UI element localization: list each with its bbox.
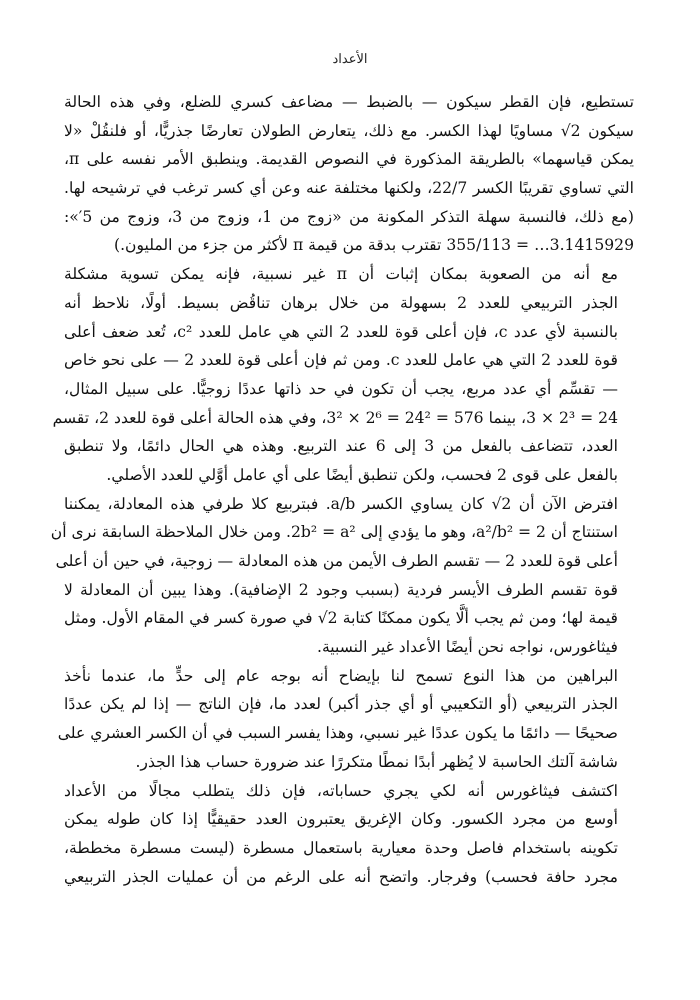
- text-line: 3.1415929… = 355/113 تقترب بدقة من قيمة π لأكثر من جزء من المليون.): [114, 236, 634, 255]
- running-header: الأعداد: [332, 52, 368, 67]
- body-text: [50, 88, 634, 891]
- text-line: 24 = 2³ × 3، بينما 576 = 24² = 2⁶ × 3²، وفي هذه الحالة أعلى قوة للعدد 2، تقسم: [52, 408, 618, 427]
- text-line: تستطيع، فإن القطر سيكون — بالضبط — مضاعف كسري للضلع، وفي هذه الحالة: [64, 93, 634, 111]
- text-line: قيمة لها؛ ومن ثم يجب ألَّا يكون ممكنًا كتابة 2√ في صورة كسر في المقام الأول. ومثل: [64, 609, 618, 628]
- text-line: (مع ذلك، فالنسبة سهلة التذكر المكونة من «زوج من 1، وزوج من 3، وزوج من 5′»:: [64, 207, 634, 226]
- text-line: فيثاغورس، نواجه نحن أيضًا الأعداد غير النسبية.: [316, 638, 618, 657]
- paragraph-3: [50, 490, 634, 662]
- text-line: تكوينه باستخدام فاصل وحدة معيارية باستعمال مسطرة (ليست مسطرة مخططة،: [64, 838, 618, 857]
- paragraph-4: [57, 662, 634, 777]
- text-line: العدد، تتضاعف بالفعل من 3 إلى 6 عند التربيع. وهذه هي الحال دائمًا، ولا تنطبق: [64, 437, 618, 456]
- text-line: سيكون 2√ مساويًا لهذا الكسر. مع ذلك، يتعارض الطولان تعارضًا جذريًّا، أو فلنقُلْ «لا: [64, 121, 634, 140]
- text-line: استنتاج أن a²/b² = 2، وهو ما يؤدي إلى 2b² = a². ومن خلال الملاحظة السابقة نرى أن: [50, 523, 618, 542]
- text-line: أوسع من مجرد الكسور. وكان الإغريق يعتبرون العدد حقيقيًّا إذا كان طوله يمكن: [64, 810, 618, 829]
- text-line: بالفعل على قوى 2 فحسب، ولكن تنطبق أيضًا على أي عامل أوَّلي للعدد الأصلي.: [106, 465, 618, 484]
- paragraph-2: [52, 260, 634, 490]
- text-line: اكتشف فيثاغورس أنه لكي يجري حساباته، فإن ذلك يتطلب مجالًا من الأعداد: [64, 781, 618, 800]
- text-line: — تقسِّم أي عدد مربع، يجب أن تكون في حد ذاتها عددًا زوجيًّا. على سبيل المثال،: [64, 379, 618, 398]
- text-line: بالنسبة لأي عدد c، فإن أعلى قوة للعدد 2 التي هي عامل للعدد c²، تُعد ضعف أعلى: [64, 322, 618, 341]
- text-line: صحيحًا — دائمًا ما يكون عددًا غير نسبي، وهذا يفسر السبب في أن الكسر العشري على: [57, 724, 618, 743]
- text-line: قوة تقسم الطرف الأيسر فردية (بسبب وجود 2 الإضافية). وهذا يبين أن المعادلة لا: [64, 580, 618, 599]
- text-line: التي تساوي تقريبًا الكسر 22/7، ولكنها مختلفة عنه وعن أي كسر ترغب في ترشيحه لها.: [64, 179, 634, 198]
- text-line: مع أنه من الصعوبة بمكان إثبات أن π غير نسبية، فإنه يمكن تسوية مشكلة: [64, 265, 618, 284]
- text-line: الجذر التربيعي للعدد 2 بسهولة من خلال برهان تناقُض بسيط. أولًا، نلاحظ أنه: [64, 293, 618, 312]
- text-line: البراهين من هذا النوع تسمح لنا بإيضاح أنه بوجه عام إلى حدٍّ ما، عندما نأخذ: [64, 666, 618, 685]
- text-line: قوة للعدد 2 التي هي عامل للعدد c. ومن ثم فإن أعلى قوة للعدد 2 — على نحو خاص: [64, 351, 618, 370]
- text-line: شاشة آلتك الحاسبة لا يُظهر أبدًا نمطًا متكررًا عند ضرورة حساب هذا الجذر.: [135, 752, 618, 771]
- text-line: الجذر التربيعي (أو التكعيبي أو أي جذر أكبر) لعدد ما، فإن الناتج — إذا لم يكن عددًا: [64, 695, 618, 714]
- text-line: افترض الآن أن 2√ كان يساوي الكسر a/b. فبتربيع كلا طرفي هذه المعادلة، يمكننا: [64, 494, 618, 513]
- text-line: مجرد حافة فحسب) وفرجار. واتضح أنه على الرغم من أن عمليات الجذر التربيعي: [64, 867, 618, 886]
- paragraph-5: [64, 777, 634, 892]
- paragraph-1: [64, 88, 634, 260]
- text-line: أعلى قوة للعدد 2 — تقسم الطرف الأيمن من هذه المعادلة — زوجية، في حين أن أعلى: [55, 552, 618, 570]
- text-line: يمكن قياسهما» بالطريقة المذكورة في النصوص القديمة. وينطبق الأمر نفسه على π،: [64, 150, 634, 169]
